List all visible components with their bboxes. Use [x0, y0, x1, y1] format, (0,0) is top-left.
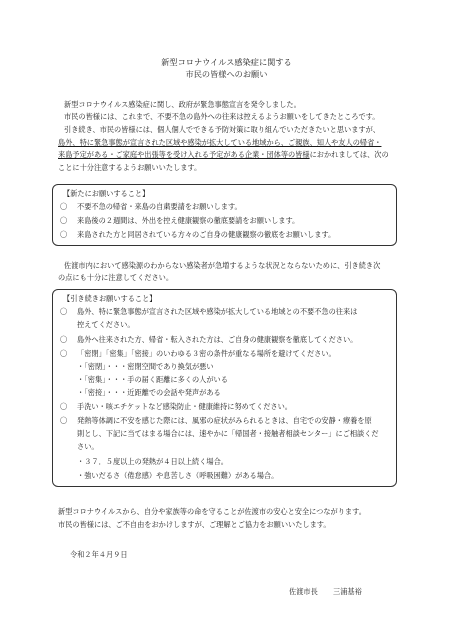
- continued-request-text: 控えてください。: [77, 320, 135, 329]
- intro-emphasis-1: 島外、特に緊急事態が宣言された区域や感染が拡大している地域から、ご親族、知人や友人の帰省・: [58, 138, 382, 147]
- intro-line-6: ことに十分注意するようお願いいたします。: [58, 163, 202, 172]
- new-requests-box: [52, 184, 397, 246]
- circle-marker-icon: 〇: [60, 349, 68, 358]
- intro-line-4: [58, 137, 404, 148]
- middle-line-1: 佐渡市内において感染源のわからない感染者が急増するような状況とならないために、引き続き次: [64, 261, 381, 270]
- circle-marker-icon: 〇: [60, 416, 68, 425]
- continued-request-text: 島外、特に緊急事態が宣言された区域や感染が拡大している地域との不要不急の往来は: [77, 307, 358, 316]
- sub-item-text: ・３７．５度以上の発熱が４日以上続く場合。: [77, 457, 228, 466]
- middle-line-2: の点にも十分に注意してください。: [58, 273, 174, 282]
- circle-marker-icon: 〇: [60, 216, 68, 225]
- intro-line-2: 市民の皆様には、これまで、不要不急の島外への往来は控えるようお願いをしてきたところです。: [64, 112, 380, 121]
- circle-marker-icon: 〇: [60, 202, 68, 211]
- intro-emphasis-2: 来島予定がある・ご家庭や出張等を受け入れる予定がある企業・団体等の皆様: [58, 150, 310, 159]
- continued-requests-box: [52, 289, 397, 487]
- continued-request-text: 手洗い・咳エチケットなど感染防止・健康維持に努めてください。: [77, 402, 292, 411]
- closing-line-2: 市民の皆様には、ご不自由をおかけしますが、ご理解とご協力をお願いいたします。: [58, 520, 331, 529]
- continued-request-text: 則とし、下記に当てはまる場合には、速やかに「帰国者・接触者相談センター」にご相談くだ: [77, 429, 379, 438]
- new-requests-heading: 【新たにお願いすること】: [63, 189, 150, 198]
- closing-line-1: 新型コロナウイルスから、自分や家族等の命を守ることが佐渡市の安心と安全につながります。: [58, 507, 366, 516]
- intro-line-5: [58, 149, 404, 160]
- sub-item-text: ・「密閉」・・・密閉空間であり換気が悪い: [77, 362, 214, 371]
- title-line-2: 市民の皆様へのお願い: [185, 69, 268, 79]
- circle-marker-icon: 〇: [60, 307, 68, 316]
- new-request-text: 不要不急の帰省・来島の自粛要請をお願いします。: [77, 202, 242, 211]
- circle-marker-icon: 〇: [60, 402, 68, 411]
- signature-name: 三浦基裕: [333, 587, 362, 596]
- sub-item-text: ・強いだるさ（倦怠感）や息苦しさ（呼吸困難）がある場合。: [77, 471, 279, 480]
- continued-request-text: 島外へ往来された方、帰省・転入された方は、ご自身の健康観察を徹底してください。: [77, 335, 358, 344]
- continued-request-text: さい。: [77, 442, 99, 451]
- intro-line-1: 新型コロナウイルス感染症に関し、政府が緊急事態宣言を発令しました。: [64, 100, 301, 109]
- continued-request-text: 発熱等体調に不安を感じた際には、風邪の症状がみられるときは、自宅での安静・療養を原: [77, 416, 372, 425]
- sub-item-text: ・「密集」・・・手の届く距離に多くの人がいる: [77, 375, 228, 384]
- circle-marker-icon: 〇: [60, 335, 68, 344]
- circle-marker-icon: 〇: [60, 230, 68, 239]
- continued-requests-heading: 【引き続きお願いすること】: [63, 294, 157, 303]
- intro-line-3: 引き続き、市民の皆様には、個人個人でできる予防対策に取り組んでいただきたいと思いますが、: [64, 125, 380, 134]
- sub-item-text: ・「密接」・・・近距離での会話や発声がある: [77, 388, 221, 397]
- issue-date: 令和２年４月９日: [70, 550, 128, 559]
- new-request-text: 来島後の２週間は、外出を控え健康観察の徹底要請をお願いします。: [77, 216, 300, 225]
- signature-position: 佐渡市長: [289, 587, 318, 596]
- new-request-text: 来島された方と同居されている方々のご自身の健康観察の徹底をお願いします。: [77, 230, 336, 239]
- title-line-1: 新型コロナウイルス感染症に関する: [161, 57, 292, 67]
- continued-request-text: 「密閉」「密集」「密接」のいわゆる３密の条件が重なる場所を避けてください。: [77, 349, 336, 358]
- intro-line-5-tail: におかれましては、次の: [309, 150, 389, 159]
